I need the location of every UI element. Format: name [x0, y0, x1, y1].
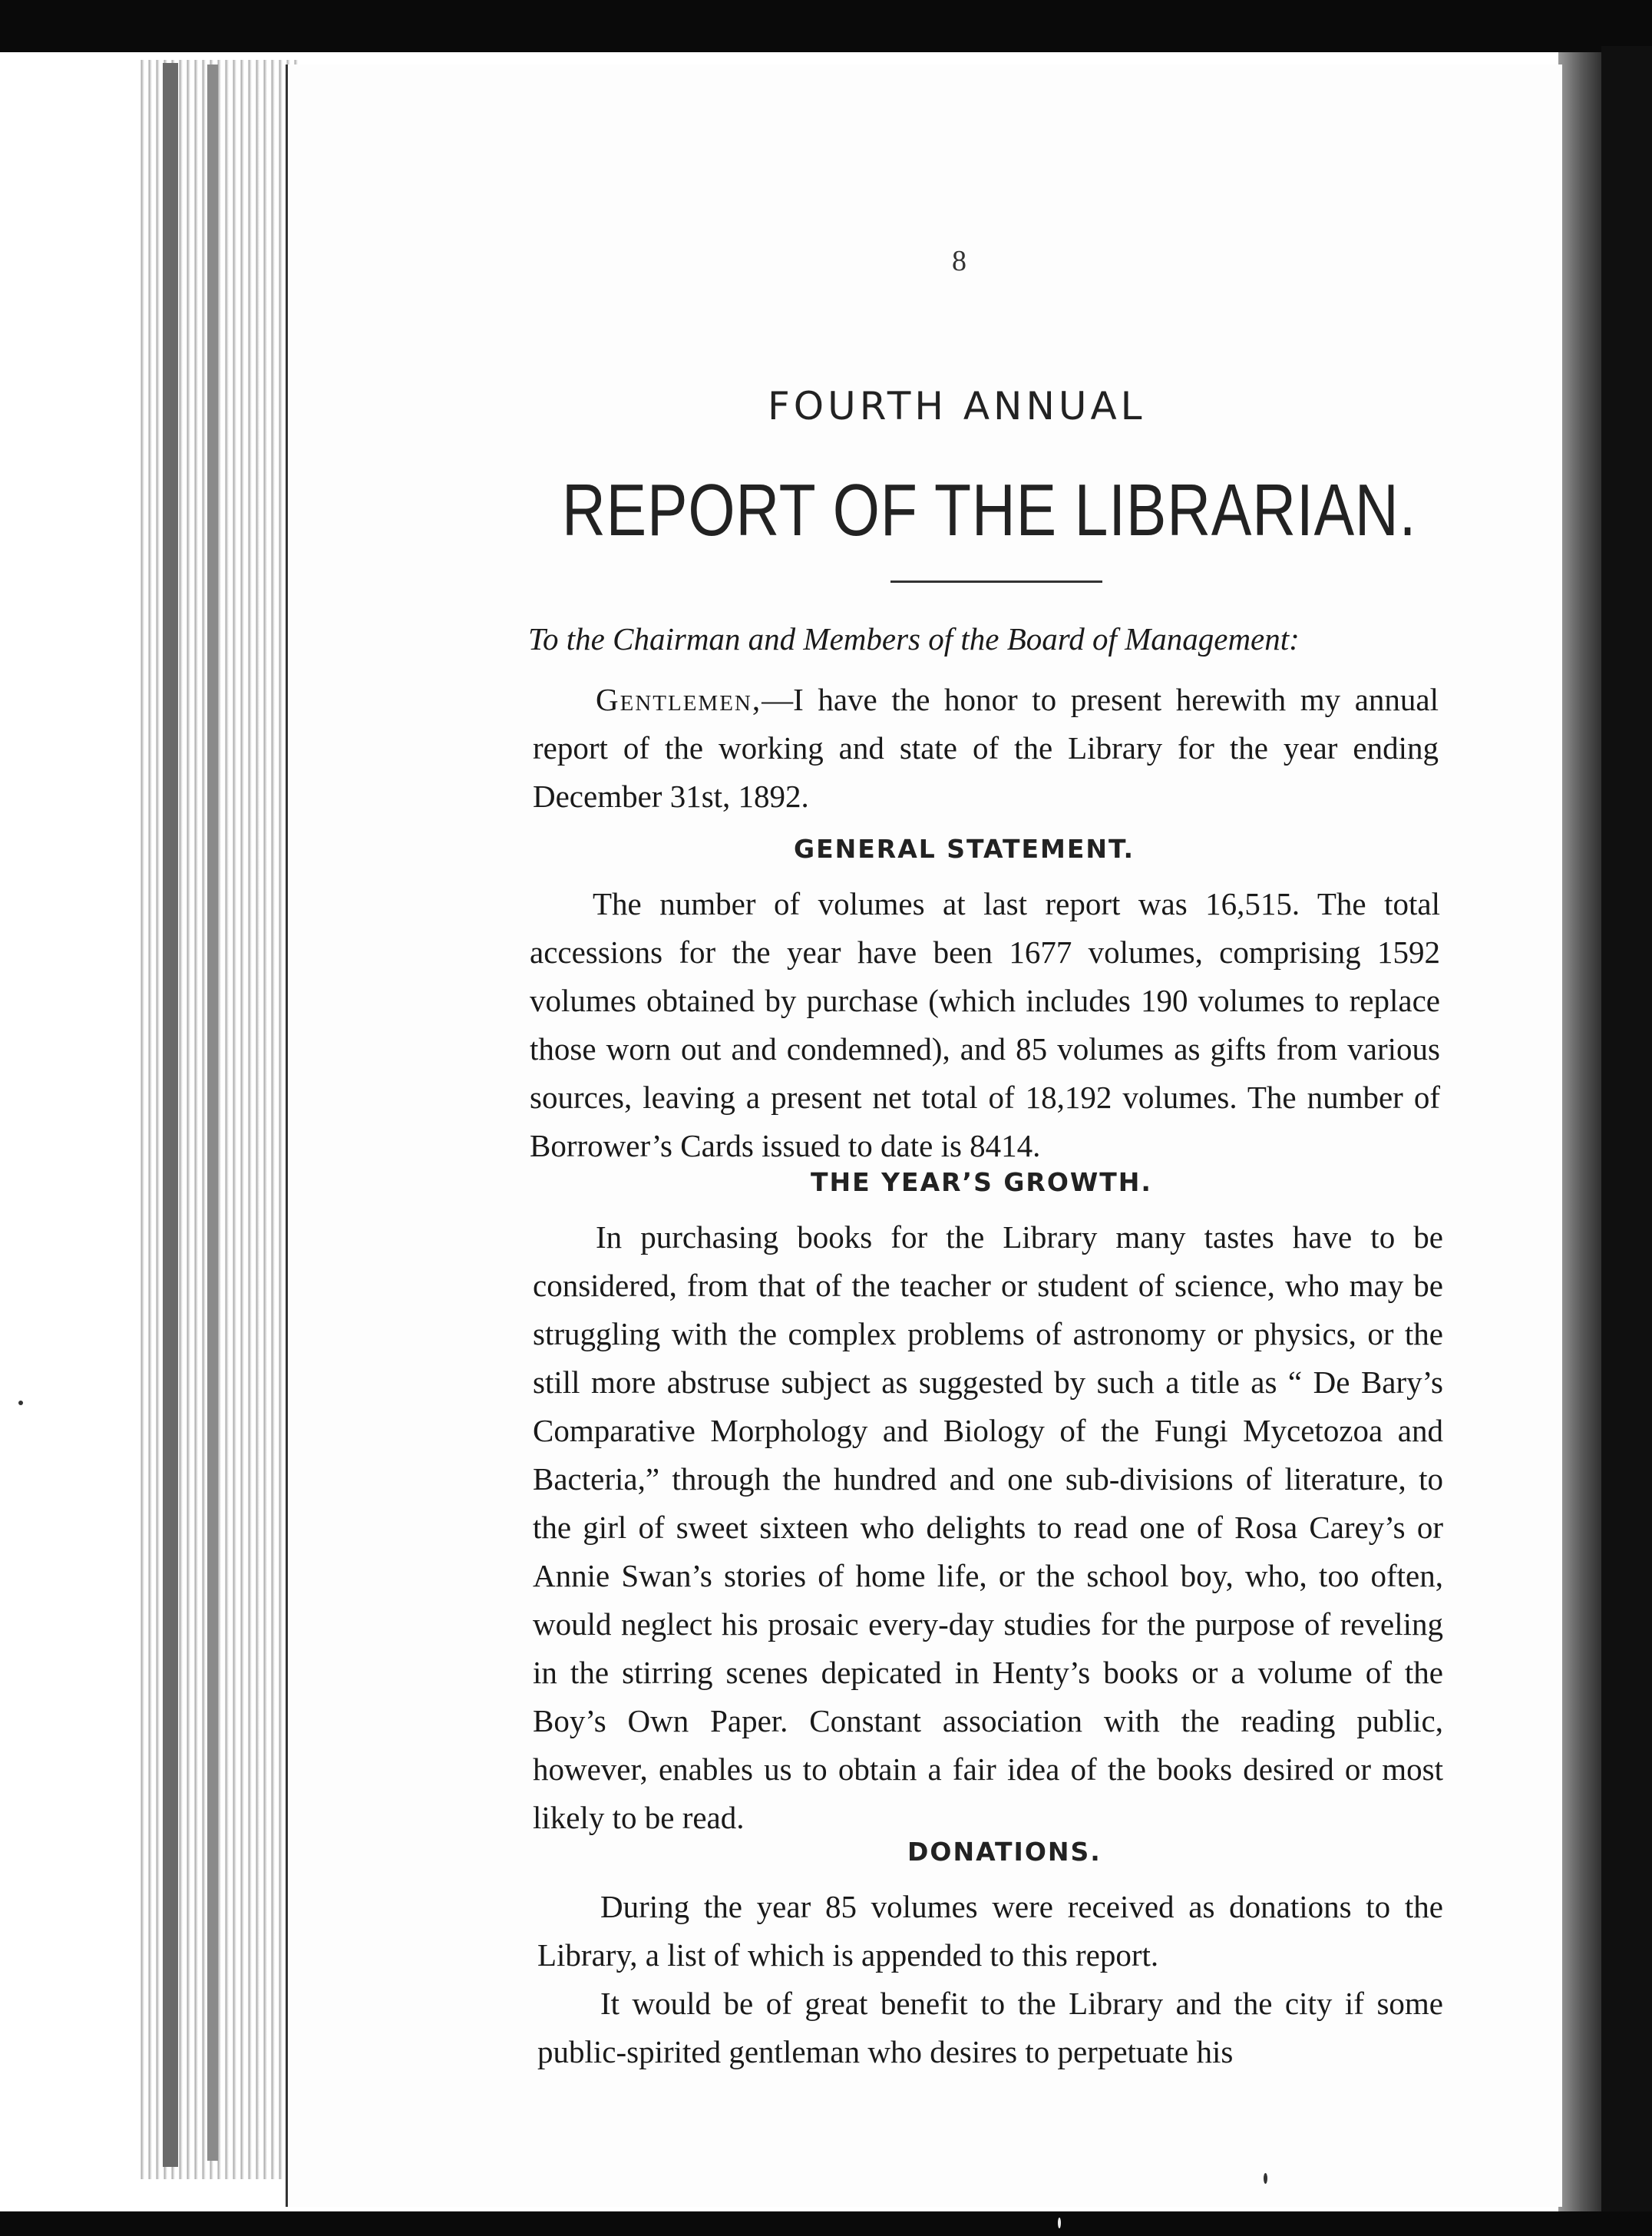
report-title-line2: REPORT OF THE LIBRARIAN.: [562, 469, 1417, 551]
title-divider: [890, 580, 1102, 583]
scan-speck: [18, 1401, 23, 1405]
intro-text: —I have the honor to present herewith my annual report of the working and state of the Library for the year ending December 31st, 1892.: [533, 682, 1439, 814]
years-growth-paragraph: [533, 1213, 1443, 1842]
intro-paragraph: [533, 676, 1439, 821]
report-title-line1: FOURTH ANNUAL: [768, 384, 1146, 428]
donations-paragraph-2: [537, 1980, 1443, 2076]
donations-paragraph-1: [537, 1883, 1443, 1980]
general-statement-text: The number of volumes at last report was 16,515. The total accessions for the year have been 1677 volumes, comprising 1592 volumes obtained by purchase (which includes 190 volumes to replace those worn out and condemned), and 85 volumes as gifts from various sources, leaving a present net total of 18,192 volumes. The number of Borrower’s Cards issued to date is 8414.: [530, 886, 1440, 1163]
book-page-edge-shadow: [163, 63, 178, 2167]
scan-speck: [1058, 2218, 1061, 2228]
scan-top-border: [0, 0, 1652, 52]
general-statement-paragraph: [530, 880, 1440, 1170]
donations-text-1: During the year 85 volumes were received as donations to the Library, a list of which is appended to this report.: [537, 1889, 1443, 1973]
scan-speck: [1264, 2173, 1267, 2184]
years-growth-text: In purchasing books for the Library many tastes have to be considered, from that of the teacher or student of science, who may be struggling with the complex problems of astronomy or physics, or the still more abstruse subject as suggested by such a title as “ De Bary’s Comparative Morphology and Biology of the Fungi Mycetozoa and Bacteria,” through the hundred and one sub-divisions of literature, to the girl of sweet sixteen who delights to read one of Rosa Carey’s or Annie Swan’s stories of home life, or the school boy, who, too often, would neglect his prosaic every-day studies for the purpose of reveling in the stirring scenes depicated in Henty’s books or a volume of the Boy’s Own Paper. Constant association with the reading public, however, enables us to obtain a fair idea of the books desired or most likely to be read.: [533, 1219, 1443, 1835]
section-heading-donations: DONATIONS.: [907, 1837, 1102, 1867]
salutation: To the Chairman and Members of the Board of Management:: [528, 621, 1300, 657]
scan-bottom-border: [0, 2211, 1652, 2236]
section-heading-general-statement: GENERAL STATEMENT.: [794, 834, 1135, 864]
book-page-edge-shadow: [207, 64, 218, 2161]
page-gutter-shadow: [1558, 52, 1604, 2211]
donations-text-2: It would be of great benefit to the Library and the city if some public-spirited gentleman who desires to perpetuate his: [537, 1986, 1443, 2069]
intro-lead: Gentlemen,: [596, 682, 762, 717]
page-number: 8: [952, 245, 966, 277]
section-heading-years-growth: THE YEAR’S GROWTH.: [811, 1167, 1152, 1197]
scan-right-border: [1601, 46, 1652, 2236]
